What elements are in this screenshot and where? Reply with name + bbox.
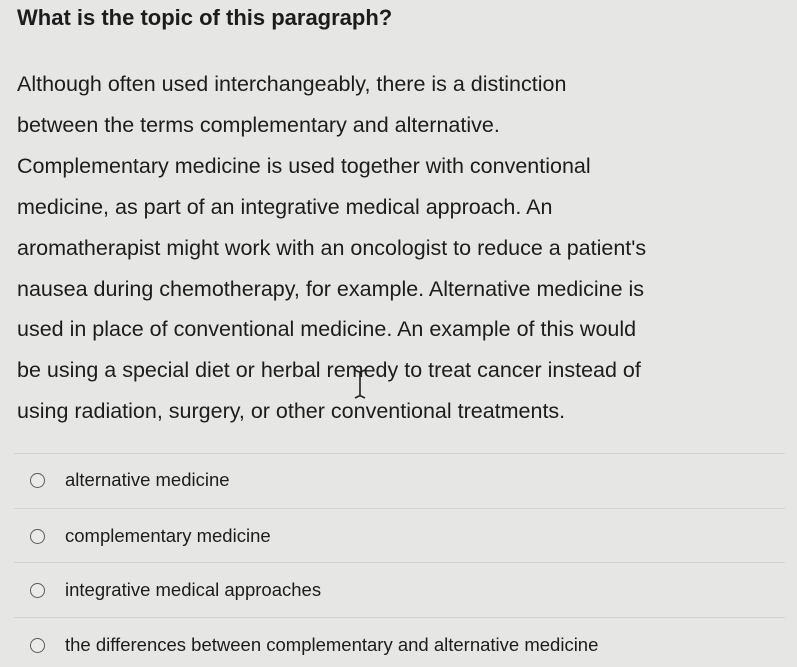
radio-button[interactable] bbox=[30, 638, 45, 653]
radio-button[interactable] bbox=[30, 529, 45, 544]
passage-line: between the terms complementary and alternative. bbox=[17, 112, 500, 137]
passage-line: medicine, as part of an integrative medical approach. An bbox=[17, 194, 553, 219]
passage-line: nausea during chemotherapy, for example. Alternative medicine is bbox=[17, 276, 645, 301]
option-label: the differences between complementary and alternative medicine bbox=[65, 634, 599, 655]
answer-option-complementary-medicine[interactable] bbox=[30, 514, 777, 558]
passage-line: Although often used interchangeably, there is a distinction bbox=[17, 72, 567, 96]
text-cursor-icon bbox=[353, 368, 367, 400]
passage-line: using radiation, surgery, or other conventional treatments. bbox=[17, 399, 566, 424]
radio-button[interactable] bbox=[30, 583, 45, 598]
question-text: What is the topic of this paragraph? bbox=[17, 5, 393, 30]
answer-option-differences[interactable] bbox=[30, 623, 777, 667]
passage-line: aromatherapist might work with an oncologist to reduce a patient's bbox=[17, 235, 647, 260]
passage-line: Complementary medicine is used together with conventional bbox=[17, 153, 591, 178]
passage-line: be using a special diet or herbal remedy to treat cancer instead of bbox=[17, 358, 641, 383]
divider bbox=[14, 562, 785, 563]
answer-option-integrative-medical-approaches[interactable] bbox=[30, 568, 777, 612]
divider bbox=[14, 617, 785, 618]
option-label: alternative medicine bbox=[65, 469, 230, 490]
divider bbox=[14, 508, 785, 509]
option-label: complementary medicine bbox=[65, 525, 271, 546]
divider bbox=[14, 453, 785, 454]
passage-line: used in place of conventional medicine. An example of this would bbox=[17, 317, 637, 342]
option-label: integrative medical approaches bbox=[65, 579, 322, 600]
answer-option-alternative-medicine[interactable] bbox=[30, 458, 777, 502]
passage bbox=[17, 64, 792, 432]
radio-button[interactable] bbox=[30, 473, 45, 488]
